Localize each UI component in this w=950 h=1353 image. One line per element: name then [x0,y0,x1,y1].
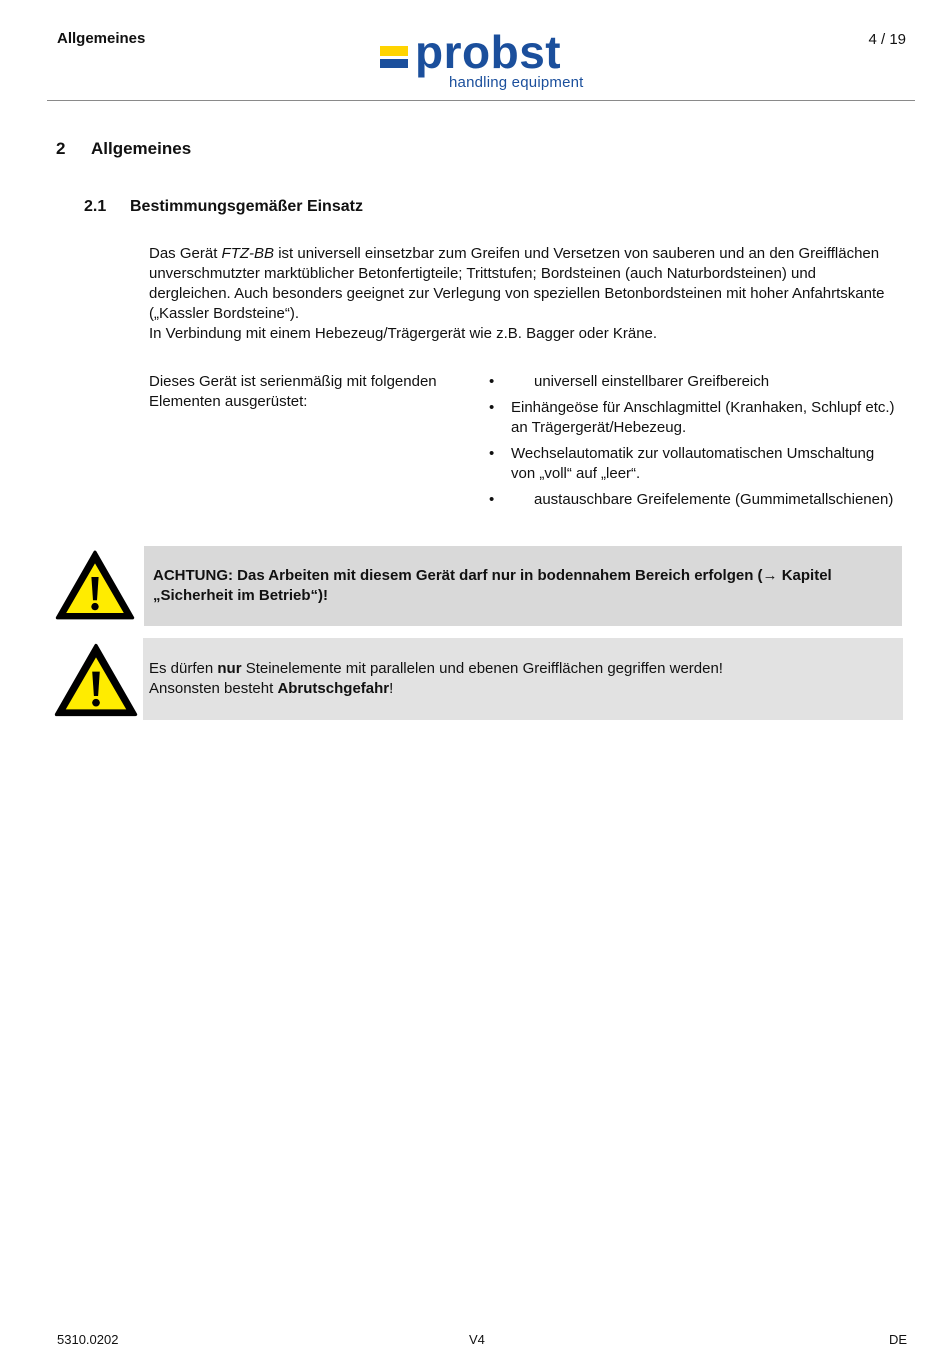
warning-box-achtung [144,546,902,626]
list-item [487,398,902,438]
doc-number: 5310.0202 [57,1332,119,1347]
chapter-number: 2 [56,139,66,158]
intro-text [149,244,894,344]
chapter-heading [56,139,191,159]
warning-line-1 [149,659,894,679]
list-item-text: Wechselautomatik zur vollautomatischen Umschaltung von „voll“ auf „leer“. [511,445,875,482]
list-item-text: austauschbare Greifelemente (Gummimetallschienen) [534,491,894,508]
bullet-dot: • [489,491,495,508]
device-name: FTZ-BB [221,245,275,262]
bullet-dot: • [489,373,495,390]
intro-part1: Das Gerät [149,245,222,262]
warning-box-abrutsch [143,638,903,720]
list-item [487,490,902,510]
warning-text-part: Es dürfen [149,660,218,677]
warning-text-part: Steinelemente mit parallelen und ebenen Greifflächen gegriffen werden! [241,660,723,677]
list-item-text: Einhängeöse für Anschlagmittel (Kranhaken, Schlupf etc.) an Trägergerät/Hebezeug. [511,399,895,436]
warning-text-bold: Abrutschgefahr [277,680,390,697]
page-number: 4 / 19 [868,31,906,48]
warning-text [149,659,894,699]
warning-line-2 [149,679,894,699]
intro-paragraph [149,244,894,324]
section-title: Bestimmungsgemäßer Einsatz [130,198,363,215]
logo-bars-icon [380,46,408,68]
list-item [487,372,902,392]
bullet-dot: • [489,445,495,462]
warning-triangle-icon [54,642,138,718]
section-number: 2.1 [84,198,107,215]
intro-part2: ist universell einsetzbar zum Greifen und Versetzen von sauberen und an den Greifflächen unverschmutzter marktüblicher Betonfertigteile; Trittstufen; Bordsteinen (auch Naturbordsteinen) und dergleichen. Auch besonders geeignet zur Verlegung von speziellen Betonbordsteinen mit hoher Anfahrtskante („Kassler Bordsteine“). [149,245,885,322]
version-label: V4 [469,1332,485,1347]
header-section-title: Allgemeines [57,30,146,47]
warning-triangle-icon [55,549,135,621]
equipment-list [487,372,902,516]
chapter-title: Allgemeines [91,139,192,158]
warning-text-part: ! [389,680,394,697]
list-item [487,444,902,484]
header-divider [47,100,915,101]
warning-text-part: Ansonsten besteht [149,680,278,697]
logo-word: probst [415,26,562,78]
section-heading [84,198,363,216]
intro-line2: In Verbindung mit einem Hebezeug/Trägergerät wie z.B. Bagger oder Kräne. [149,325,658,342]
warning-text-bold: nur [217,660,242,677]
probst-logo [378,26,593,94]
list-item-text: universell einstellbarer Greifbereich [534,373,770,390]
language-code: DE [888,1332,907,1347]
bullet-dot: • [489,399,495,416]
equipment-lead: Dieses Gerät ist serienmäßig mit folgenden Elementen ausgerüstet: [149,373,437,410]
warning-text: ACHTUNG: Das Arbeiten mit diesem Gerät darf nur in bodennahem Bereich erfolgen (→ Kapitel „Sicherheit im Betrieb“)! [153,567,832,604]
logo-subtitle: handling equipment [449,74,584,91]
